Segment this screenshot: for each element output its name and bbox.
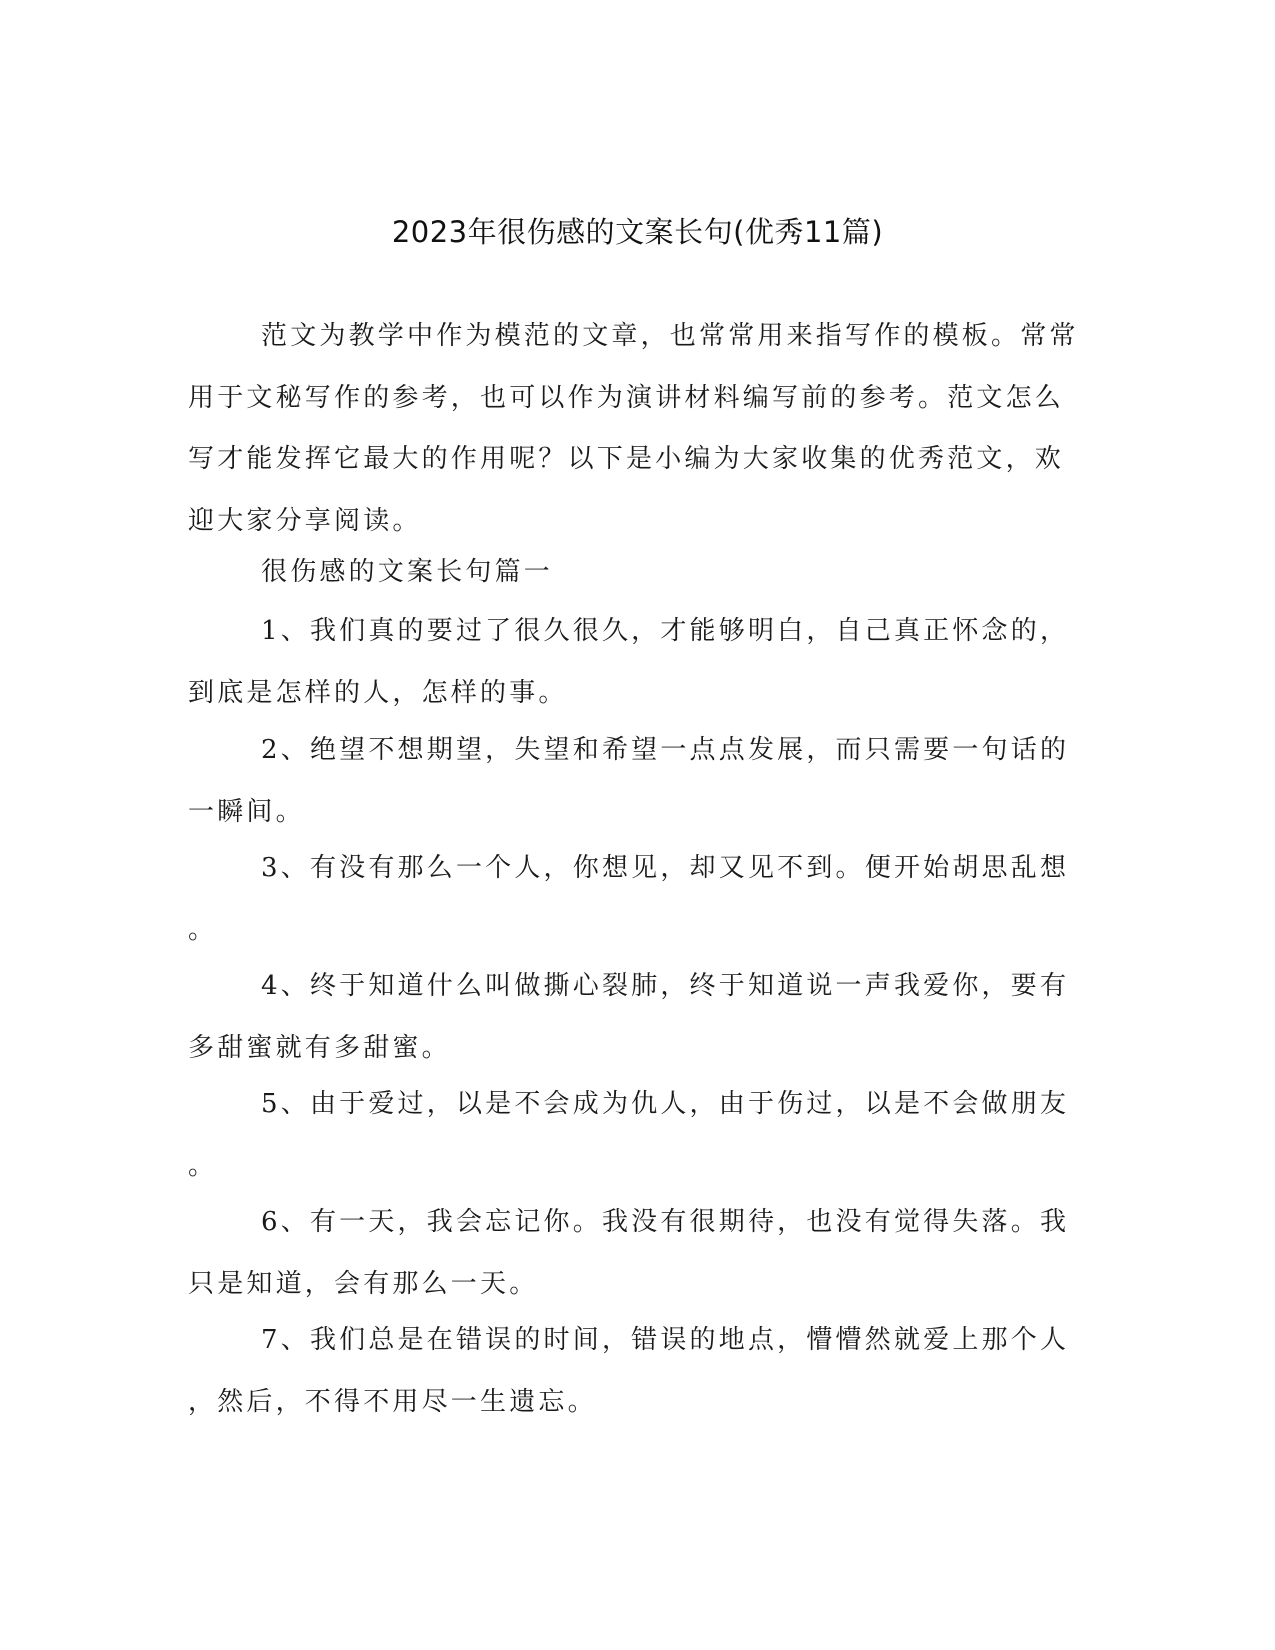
paragraph-line: 1、我们真的要过了很久很久，才能够明白，自己真正怀念的，: [261, 616, 1070, 646]
paragraph-line: 7、我们总是在错误的时间，错误的地点，懵懵然就爱上那个人: [261, 1325, 1070, 1355]
paragraph-line: 2、绝望不想期望，失望和希望一点点发展，而只需要一句话的: [261, 735, 1070, 765]
list-item-3: [188, 838, 1068, 961]
paragraph-line: 3、有没有那么一个人，你想见，却又见不到。便开始胡思乱想: [261, 853, 1070, 883]
intro-paragraph: [188, 306, 1079, 552]
paragraph-line: 迎大家分享阅读。: [188, 505, 422, 536]
paragraph-line: 4、终于知道什么叫做撕心裂肺，终于知道说一声我爱你，要有: [261, 971, 1070, 1001]
list-item-4: [188, 956, 1068, 1079]
paragraph-line: 一瞬间。: [188, 796, 305, 827]
paragraph-line: ，然后，不得不用尽一生遗忘。: [188, 1386, 597, 1417]
list-item-6: [188, 1192, 1068, 1315]
paragraph-line: 范文为教学中作为模范的文章，也常常用来指写作的模板。常常: [261, 321, 1079, 351]
list-item-5: [188, 1074, 1068, 1197]
paragraph-line: 写才能发挥它最大的作用呢？以下是小编为大家收集的优秀范文，欢: [188, 444, 1065, 474]
list-item-1: [188, 601, 1068, 724]
paragraph-line: 。: [188, 1150, 218, 1181]
paragraph-line: 多甜蜜就有多甜蜜。: [188, 1032, 451, 1063]
paragraph-line: 5、由于爱过，以是不会成为仇人，由于伤过，以是不会做朋友: [261, 1089, 1070, 1119]
section-heading: [188, 542, 1068, 604]
page-title: 2023年很伤感的文案长句(优秀11篇): [391, 215, 884, 249]
section-heading-text: 很伤感的文案长句篇一: [261, 557, 554, 587]
list-item-7: [188, 1310, 1068, 1433]
paragraph-line: 。: [188, 914, 218, 945]
paragraph-line: 到底是怎样的人，怎样的事。: [188, 677, 568, 708]
list-item-2: [188, 720, 1068, 843]
paragraph-line: 只是知道，会有那么一天。: [188, 1268, 539, 1299]
paragraph-line: 用于文秘写作的参考，也可以作为演讲材料编写前的参考。范文怎么: [188, 382, 1065, 413]
paragraph-line: 6、有一天，我会忘记你。我没有很期待，也没有觉得失落。我: [261, 1207, 1070, 1237]
